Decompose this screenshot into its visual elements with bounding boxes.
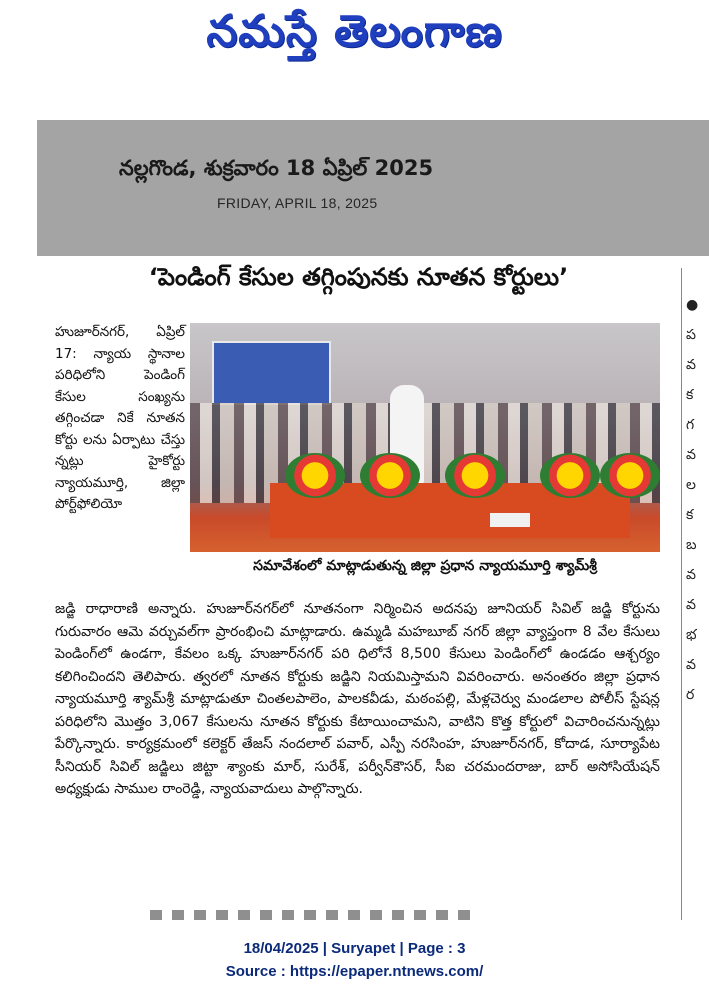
fragment-text: భ xyxy=(686,627,697,643)
fragment-text: వ xyxy=(686,597,696,613)
fragment-text: వ xyxy=(686,657,696,673)
photo-projector xyxy=(490,513,530,527)
fragment-text: ల xyxy=(686,477,696,493)
fragment-text: గ xyxy=(686,417,695,433)
photo-flower-bouquet xyxy=(445,453,505,498)
photo-caption: సమావేశంలో మాట్లాడుతున్న జిల్లా ప్రధాన న్యాయమూర్తి శ్యామ్‌శ్రీ xyxy=(253,558,597,574)
cropped-next-headline xyxy=(150,910,480,920)
fragment-text: వ xyxy=(686,447,696,463)
footer-edition-info: 18/04/2025 | Suryapet | Page : 3 xyxy=(243,940,466,957)
article-body-paragraph: జడ్జి రాధారాణి అన్నారు. హుజూర్‌నగర్‌లో నూతనంగా నిర్మించిన అదనపు జూనియర్ సివిల్ జడ్జి కోర్టును గురువారం ఆమె వర్చువల్‌గా ప్రారంభించి మాట్లాడారు. ఉమ్మడి మహబూబ్ నగర్ జిల్లా వ్యాప్తంగా 8 వేల కేసులు పెండింగ్‌లో ఉండగా, కేవలం ఒక్క హుజూర్‌నగర్ పరి ధిలోనే 8,500 కేసులు పెండింగ్‌లో ఉండడం ఆశ్చర్యం కలిగించిందని తెలిపారు. త్వరలో నూతన కోర్టుకు జడ్జిని నియమిస్తామని వివరించారు. అనంతరం జిల్లా ప్రధాన న్యాయమూర్తి శ్యామ్‌శ్రీ మాట్లాడుతూ చింతలపాలెం, పాలకవీడు, మఠంపల్లి, మేళ్లచెర్వు మండలాల పోలీస్ స్టేషన్ల పరిధిలోని మొత్తం 3,067 కేసులను నూతన కోర్టుకు కేటాయించామని, వాటిని కొత్త కోర్టులో విచారించనున్నట్లు పేర్కొన్నారు. కార్యక్రమంలో కలెక్టర్ తేజస్ నందలాల్ పవార్, ఎస్పీ నరసింహ, హుజూర్‌నగర్, కోదాడ, సూర్యాపేట సీనియర్ సివిల్ జడ్జిలు జిట్టా శ్యాంకు మార్, సురేశ్, పర్వీన్‌కౌసర్, సీఐ చరమందరాజు, బార్ అసోసియేషన్ అధ్యక్షుడు సాముల రాంరెడ్డి, న్యాయవాదులు పాల్గొన్నారు. xyxy=(55,601,660,797)
dateline-telugu: నల్లగొండ, శుక్రవారం 18 ఏప్రిల్ 2025 xyxy=(119,156,434,180)
fragment-text: బ xyxy=(686,537,697,553)
article-intro: హుజూర్‌నగర్, ఏప్రిల్ 17: న్యాయ స్థానాల పరిధిలోని పెండింగ్ కేసుల సంఖ్యను తగ్గించడా నికే నూతన కోర్టు లను ఏర్పాటు చేస్తు న్నట్లు హైకోర్టు న్యాయమూర్తి, జిల్లా పోర్ట్‌ఫోలియో xyxy=(55,324,185,512)
date-band xyxy=(37,120,709,256)
photo-flower-bouquet xyxy=(540,453,600,498)
fragment-text: వ xyxy=(686,357,696,373)
fragment-text: వ xyxy=(686,567,696,583)
article-headline: ‘పెండింగ్ కేసుల తగ్గింపునకు నూతన కోర్టులు’ xyxy=(148,263,569,291)
photo-flower-bouquet xyxy=(600,453,660,498)
adjacent-article-fragment xyxy=(686,290,709,920)
photo-banner xyxy=(212,341,331,405)
fragment-text: ● xyxy=(686,297,699,313)
photo-flower-bouquet xyxy=(360,453,420,498)
fragment-text: క xyxy=(686,387,694,403)
masthead-logo: నమస్తే తెలంగాణ xyxy=(206,6,503,57)
fragment-text: ర xyxy=(686,687,695,703)
dateline-english: FRIDAY, APRIL 18, 2025 xyxy=(217,195,378,211)
fragment-text: ప xyxy=(686,327,696,343)
article-photo xyxy=(190,323,660,552)
column-divider xyxy=(681,268,682,920)
fragment-text: క xyxy=(686,507,694,523)
article-body xyxy=(55,598,660,801)
masthead xyxy=(0,0,709,70)
photo-flower-bouquet xyxy=(285,453,345,498)
footer-source-link[interactable]: Source : https://epaper.ntnews.com/ xyxy=(225,963,484,980)
